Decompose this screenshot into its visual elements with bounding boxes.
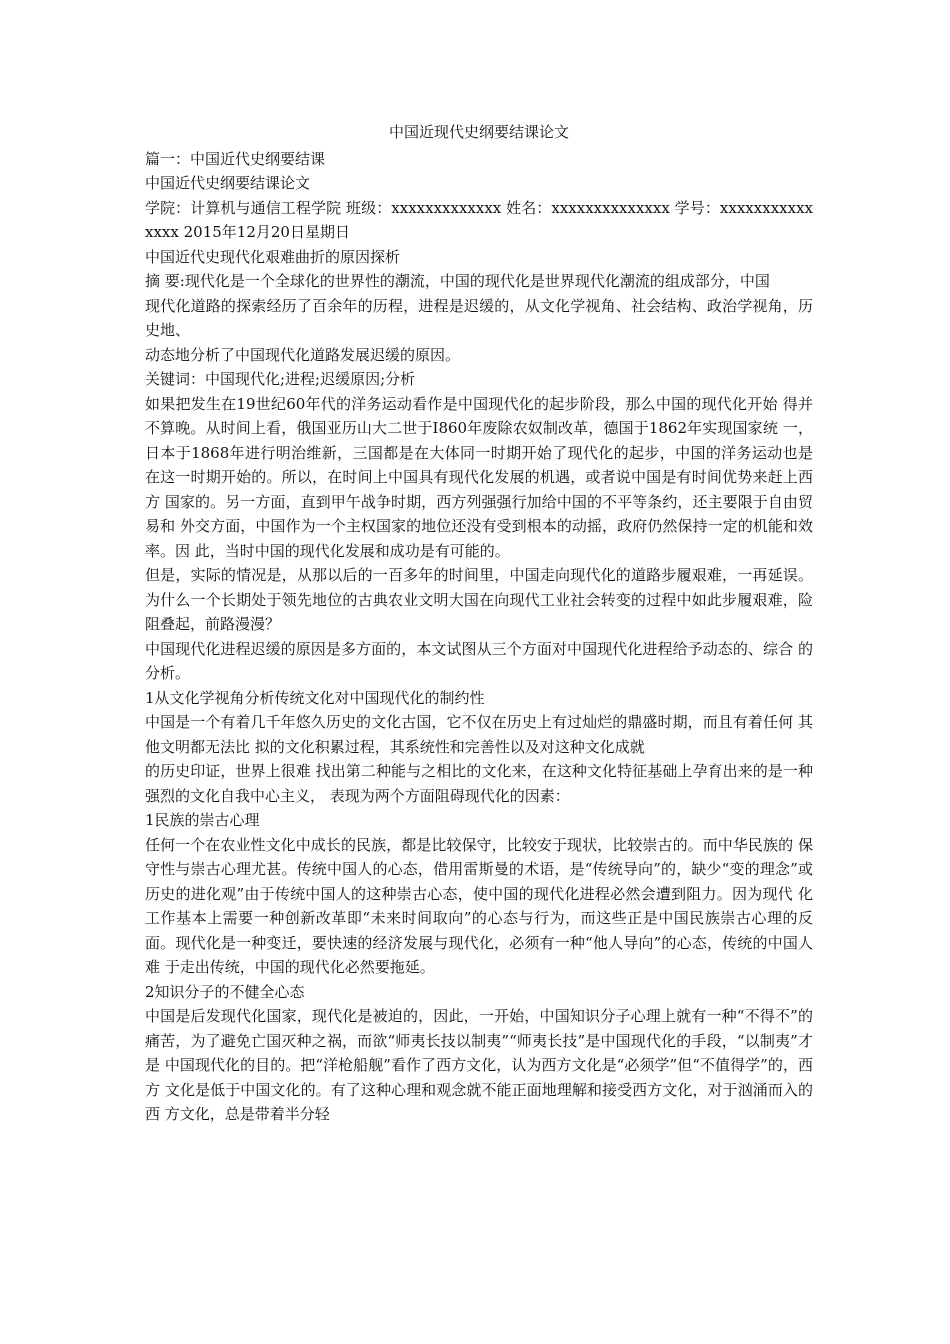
paragraph-subtitle: 中国近代史现代化艰难曲折的原因探析 — [145, 247, 401, 266]
paragraph-body-4: 中国是一个有着几千年悠久历史的文化古国，它不仅在历史上有过灿烂的鼎盛时期，而且有着任何 其他文明都无法比 拟的文化积累过程，其系统性和完善性以及对这种文化成就 — [145, 713, 813, 756]
paragraph-body-5: 的历史印证，世界上很难 找出第二种能与之相比的文化来，在这种文化特征基础上孕育出来的是一种强烈的文化自我中心主义， 表现为两个方面阻碍现代化的因素： — [145, 762, 813, 805]
document-page — [145, 120, 813, 1127]
section-heading-1: 1从文化学视角分析传统文化对中国现代化的制约性 — [145, 688, 485, 707]
paragraph-keywords: 关键词：中国现代化;进程;迟缓原因;分析 — [145, 370, 416, 388]
paragraph-body-3: 中国现代化进程迟缓的原因是多方面的，本文试图从三个方面对中国现代化进程给予动态的、综合 的分析。 — [145, 639, 813, 682]
paragraph-body-1: 如果把发生在19世纪60年代的洋务运动看作是中国现代化的起步阶段，那么中国的现代化开始 得并不算晚。从时间上看，俄国亚历山大二世于I860年废除农奴制改革，德国于1862年实现国家统 一，日本于1868年进行明治维新，三国都是在大体同一时期开始了现代化的起步，中国的洋务运动也是 在这一时期开始的。所以，在时间上中国具有现代化发展的机遇，或者说中国是有时间优势来赶上西方 国家的。另一方面，直到甲午战争时期，西方列强强行加给中国的不平等条约，还主要限于自由贸易和 外交方面，中国作为一个主权国家的地位还没有受到根本的动摇，政府仍然保持一定的机能和效率。因 此，当时中国的现代化发展和成功是有可能的。 — [145, 394, 813, 560]
subsection-heading-1: 1民族的崇古心理 — [145, 811, 260, 829]
document-title: 中国近现代史纲要结课论文 — [388, 123, 569, 141]
paragraph-abstract-3: 动态地分析了中国现代化道路发展迟缓的原因。 — [145, 345, 461, 364]
paragraph-abstract-2: 现代化道路的探索经历了百余年的历程，进程是迟缓的，从文化学视角、社会结构、政治学视角，历史地、 — [145, 296, 813, 339]
paragraph-body-2: 但是，实际的情况是，从那以后的一百多年的时间里，中国走向现代化的道路步履艰难，一再延误。 为什么一个长期处于领先地位的古典农业文明大国在向现代工业社会转变的过程中如此步履艰难，险 阻叠起，前路漫漫？ — [145, 566, 813, 633]
paragraph-body-6: 任何一个在农业性文化中成长的民族，都是比较保守，比较安于现状，比较崇古的。而中华民族的 保守性与崇古心理尤甚。传统中国人的心态，借用雷斯曼的术语，是“传统导向”的，缺少“变的理念”或历史的进化观”由于传统中国人的这种崇古心态，使中国的现代化进程必然会遭到阻力。因为现代 化工作基本上需要一种创新改革即“未来时间取向”的心态与行为，而这些正是中国民族崇古心理的反 面。现代化是一种变迁，要快速的经济发展与现代化，必须有一种“他人导向”的心态，传统的中国人难 于走出传统，中国的现代化必然要拖延。 — [145, 835, 813, 976]
paragraph-body-7: 中国是后发现代化国家，现代化是被迫的，因此，一开始，中国知识分子心理上就有一种“不得不”的 痛苦，为了避免亡国灭种之祸，而欲“师夷长技以制夷”“师夷长技”是中国现代化的手段，“以制夷”才是 中国现代化的目的。把“洋枪船舰”看作了西方文化，认为西方文化是“必须学”但“不值得学”的，西方 文化是低于中国文化的。有了这种心理和观念就不能正面地理解和接受西方文化，对于汹涌而入的西 方文化，总是带着半分轻 — [145, 1007, 813, 1123]
paragraph-paper-title: 中国近代史纲要结课论文 — [145, 174, 311, 192]
paragraph-author-info: 学院：计算机与通信工程学院 班级：xxxxxxxxxxxxx 姓名：xxxxxxxxxxxxxx 学号：xxxxxxxxxxxxxxx 2015年12月20日星期日 — [145, 198, 813, 241]
paragraph-abstract-1: 摘 要:现代化是一个全球化的世界性的潮流，中国的现代化是世界现代化潮流的组成部分，中国 — [145, 272, 770, 290]
paragraph-chapter-heading: 篇一：中国近代史纲要结课 — [145, 149, 326, 168]
subsection-heading-2: 2知识分子的不健全心态 — [145, 982, 305, 1001]
